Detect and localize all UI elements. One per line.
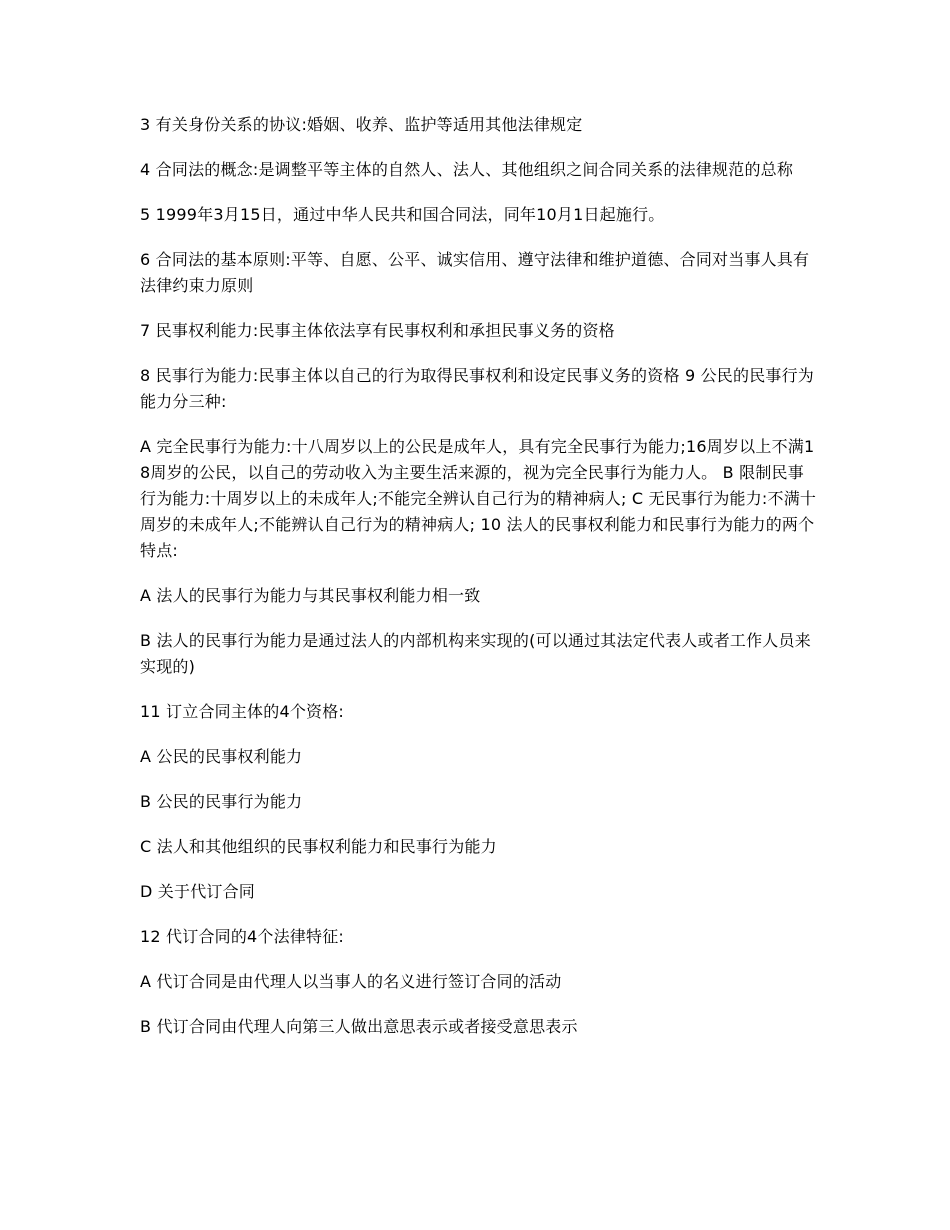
paragraph-4-contract-law-concept: 4 合同法的概念:是调整平等主体的自然人、法人、其他组织之间合同关系的法律规范的总称 [140,160,794,179]
paragraph-7-civil-rights-capacity: 7 民事权利能力:民事主体依法享有民事权利和承担民事义务的资格 [140,321,615,340]
list-item-qualification-b: B 公民的民事行为能力 [140,792,303,811]
paragraph-11-qualifications: 11 订立合同主体的4个资格: [140,702,345,721]
paragraph-8-civil-conduct-capacity: 8 民事行为能力:民事主体以自己的行为取得民事权利和设定民事义务的资格 9 公民的民事行为能力分三种: [140,366,815,411]
paragraph-6-basic-principles: 6 合同法的基本原则:平等、自愿、公平、诚实信用、遵守法律和维护道德、合同对当事人具有法律约束力原则 [140,250,810,295]
list-item-agency-b: B 代订合同由代理人向第三人做出意思表示或者接受意思表示 [140,1017,578,1036]
list-item-qualification-a: A 公民的民事权利能力 [140,747,303,766]
paragraph-5-enactment-date: 5 1999年3月15日，通过中华人民共和国合同法，同年10月1日起施行。 [140,205,665,224]
document-body [140,112,820,1059]
list-item-qualification-c: C 法人和其他组织的民事权利能力和民事行为能力 [140,837,497,856]
paragraph-legal-person-b: B 法人的民事行为能力是通过法人的内部机构来实现的(可以通过其法定代表人或者工作人员来实现的) [140,631,811,676]
paragraph-legal-person-a: A 法人的民事行为能力与其民事权利能力相一致 [140,586,481,605]
list-item-qualification-d: D 关于代订合同 [140,882,256,901]
paragraph-12-agency-features: 12 代订合同的4个法律特征: [140,927,345,946]
paragraph-capacity-types: A 完全民事行为能力:十八周岁以上的公民是成年人，具有完全民事行为能力;16周岁以上不满18周岁的公民，以自己的劳动收入为主要生活来源的，视为完全民事行为能力人。 B 限制民事行为能力:十周岁以上的未成年人;不能完全辨认自己行为的精神病人; C 无民事行为能力:不满十周岁的未成年人;不能辨认自己行为的精神病人; 10 法人的民事权利能力和民事行为能力的两个特点: [140,437,817,560]
paragraph-3-identity-agreements: 3 有关身份关系的协议:婚姻、收养、监护等适用其他法律规定 [140,115,583,134]
list-item-agency-a: A 代订合同是由代理人以当事人的名义进行签订合同的活动 [140,972,562,991]
